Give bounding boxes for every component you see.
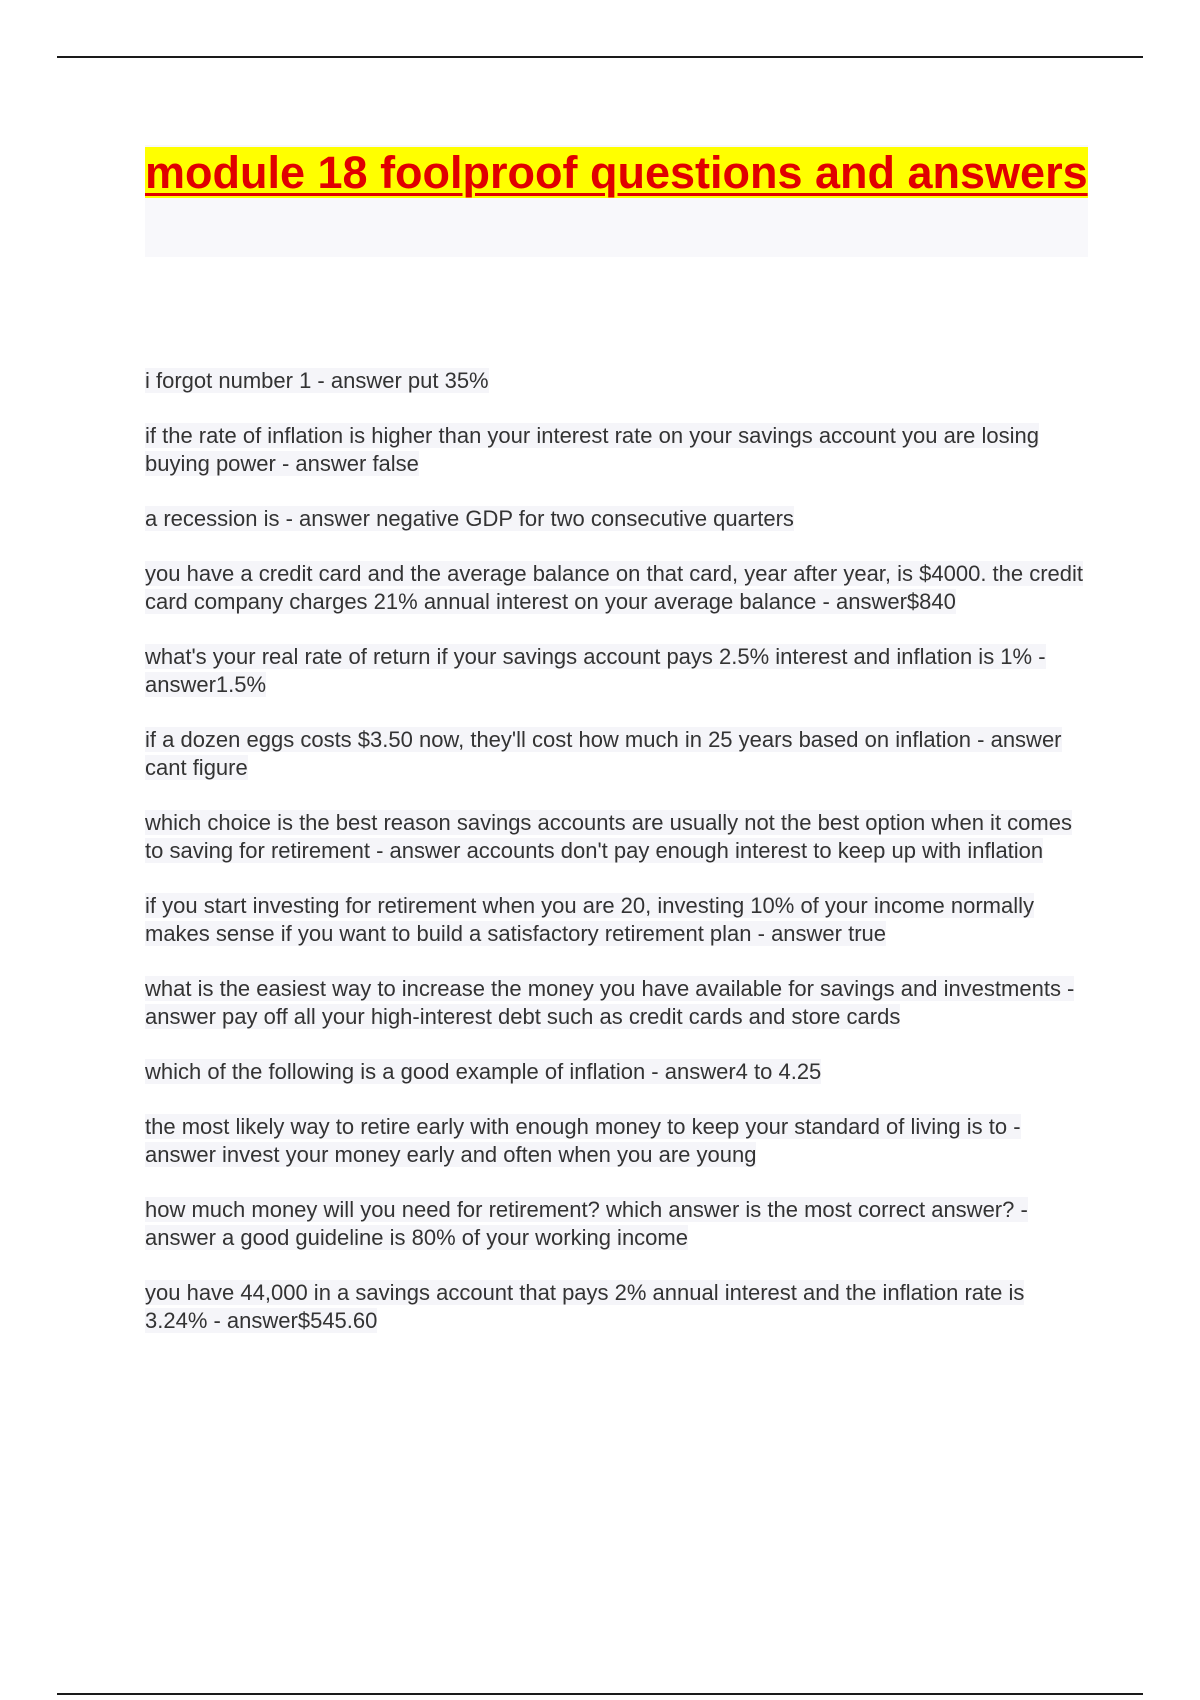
qa-item-text: which choice is the best reason savings accounts are usually not the best option when it comes to saving for retirement - answer accounts don't pay enough interest to keep up with inflation xyxy=(145,810,1072,863)
document-title-text: module 18 foolproof questions and answers xyxy=(145,147,1088,198)
qa-item-text: i forgot number 1 - answer put 35% xyxy=(145,368,489,393)
qa-item-text: which of the following is a good example of inflation - answer4 to 4.25 xyxy=(145,1059,822,1084)
qa-item xyxy=(145,560,1090,616)
qa-item xyxy=(145,1279,1090,1335)
qa-item xyxy=(145,1196,1090,1252)
title-block xyxy=(145,145,1088,257)
qa-item-text: how much money will you need for retirement? which answer is the most correct answer? - answer a good guideline is 80% of your working income xyxy=(145,1197,1028,1250)
qa-item-text: what's your real rate of return if your savings account pays 2.5% interest and inflation is 1% - answer1.5% xyxy=(145,644,1046,697)
qa-item xyxy=(145,643,1090,699)
qa-item xyxy=(145,975,1090,1031)
qa-item-text: you have a credit card and the average balance on that card, year after year, is $4000. the credit card company charges 21% annual interest on your average balance - answer$840 xyxy=(145,561,1084,614)
qa-item xyxy=(145,422,1090,478)
qa-item xyxy=(145,367,1090,395)
qa-item-text: a recession is - answer negative GDP for two consecutive quarters xyxy=(145,506,794,531)
bottom-rule xyxy=(57,1693,1143,1695)
qa-item xyxy=(145,809,1090,865)
qa-item-text: what is the easiest way to increase the money you have available for savings and investments - answer pay off all your high-interest debt such as credit cards and store cards xyxy=(145,976,1075,1029)
document-title xyxy=(145,145,1088,201)
qa-item xyxy=(145,1058,1090,1086)
qa-item-text: the most likely way to retire early with enough money to keep your standard of living is to - answer invest your money early and often when you are young xyxy=(145,1114,1021,1167)
qa-item-text: if a dozen eggs costs $3.50 now, they'll cost how much in 25 years based on inflation - answer cant figure xyxy=(145,727,1062,780)
qa-item-text: if you start investing for retirement when you are 20, investing 10% of your income normally makes sense if you want to build a satisfactory retirement plan - answer true xyxy=(145,893,1034,946)
qa-list xyxy=(145,367,1090,1362)
qa-item xyxy=(145,505,1090,533)
qa-item xyxy=(145,726,1090,782)
qa-item-text: you have 44,000 in a savings account that pays 2% annual interest and the inflation rate is 3.24% - answer$545.60 xyxy=(145,1280,1025,1333)
qa-item xyxy=(145,1113,1090,1169)
qa-item xyxy=(145,892,1090,948)
top-rule xyxy=(57,56,1143,58)
qa-item-text: if the rate of inflation is higher than your interest rate on your savings account you are losing buying power - answer false xyxy=(145,423,1039,476)
